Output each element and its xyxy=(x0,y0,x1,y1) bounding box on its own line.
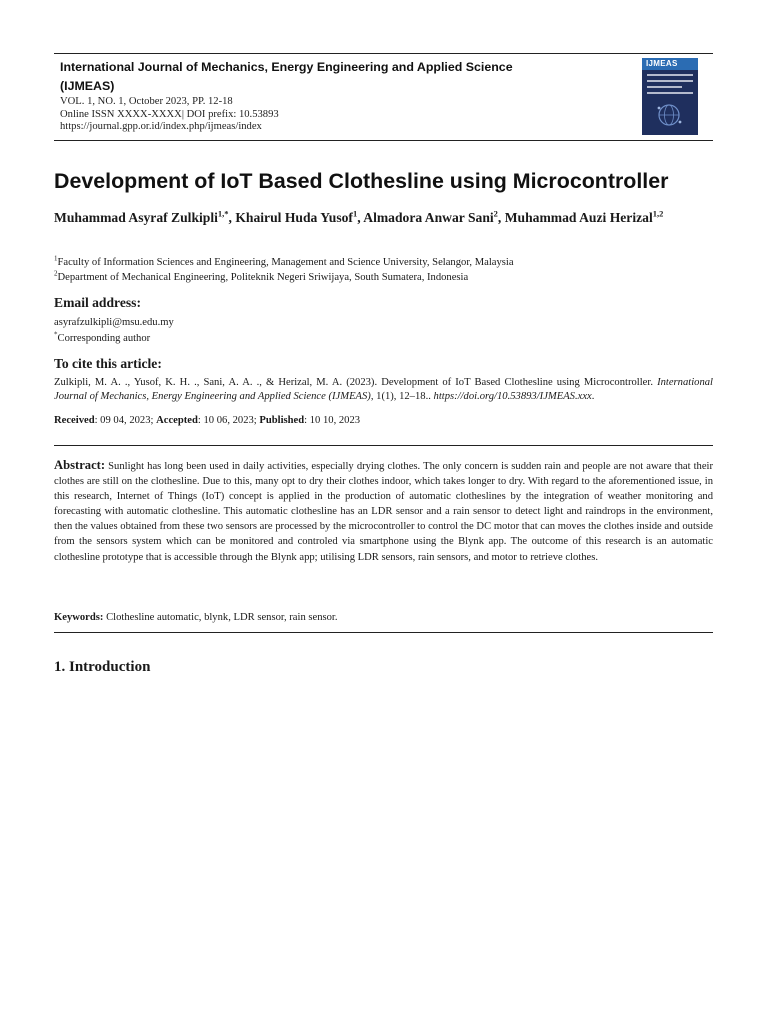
affiliation-number: 2 xyxy=(54,269,58,278)
volume-info: VOL. 1, NO. 1, October 2023, PP. 12-18 xyxy=(60,96,233,107)
abstract-top-rule xyxy=(54,445,713,446)
author-affiliation-mark: 1 xyxy=(352,208,358,219)
corresponding-author-note: *Corresponding author xyxy=(54,330,151,344)
cover-globe-icon xyxy=(652,102,686,128)
cite-heading: To cite this article: xyxy=(54,356,162,371)
affiliation xyxy=(54,271,713,284)
email-address[interactable]: asyrafzulkipli@msu.edu.my xyxy=(54,317,174,328)
top-rule xyxy=(54,53,713,54)
author-name: Muhammad Asyraf Zulkipli xyxy=(54,210,218,225)
author-name: Almadora Anwar Sani xyxy=(363,210,494,225)
author-affiliation-mark: 2 xyxy=(493,208,498,219)
abstract-label: Abstract: xyxy=(54,458,106,472)
header-rule xyxy=(54,140,713,141)
journal-cover-image xyxy=(642,58,698,135)
affiliation xyxy=(54,256,713,269)
author-name: Khairul Huda Yusof xyxy=(235,210,353,225)
affiliation-text: Department of Mechanical Engineering, Politeknik Negeri Sriwijaya, South Sumatera, Indonesia xyxy=(57,272,469,283)
section-heading-introduction: 1. Introduction xyxy=(54,659,151,675)
abstract-bottom-rule xyxy=(54,632,713,633)
journal-url: https://journal.gpp.or.id/index.php/ijmeas/index xyxy=(60,121,262,133)
citation-journal: International Journal of Mechanics, Energy Engineering and Applied Science (IJMEAS) xyxy=(54,377,713,403)
corresponding-mark: * xyxy=(54,330,58,339)
journal-abbreviation: (IJMEAS) xyxy=(60,79,115,93)
published-date: : 10 10, 2023 xyxy=(304,415,361,426)
journal-header xyxy=(60,58,620,134)
article-dates: Received: 09 04, 2023; Accepted: 10 06, 2023; Published: 10 10, 2023 xyxy=(54,415,361,426)
keywords xyxy=(54,611,338,624)
keywords-text: Clothesline automatic, blynk, LDR sensor, rain sensor. xyxy=(106,612,338,623)
journal-name: International Journal of Mechanics, Energy Engineering and Applied Science xyxy=(60,60,513,74)
received-date: : 09 04, 2023; xyxy=(94,415,157,426)
abstract xyxy=(54,458,713,565)
abstract-text: Sunlight has long been used in daily activities, especially drying clothes. The only concern is sudden rain and people are not aware that their clothes are still on the clothesline. Due to this, many opt to dry their clothes indoor, which takes longer to dry. With regard to the aforementioned issue, in this research, Internet of Things (IoT) concept is applied in the production of automatic clotheslines by the integration of weather monitoring and forecasting with automatic clothesline. This automatic clothesline has an LDR sensor and a rain sensor to detect light and raindrops in the environment, then the values obtained from these two sensors are processed by the microcontroller to control the DC motor that can moves the clothes inside and outside from the sensors system which can be monitored and controled via smartphone using the Blynk app. The outcome of this research is an automatic clothesline prototype that is accessible through the Blynk app; utilising LDR sensors, rain sensors, and motor to retrieve clothes. xyxy=(54,461,714,563)
citation-doi-link[interactable]: https://doi.org/10.53893/IJMEAS.xxx xyxy=(433,391,592,403)
accepted-date: : 10 06, 2023; xyxy=(197,415,260,426)
affiliation-number: 1 xyxy=(54,254,58,263)
paper-title: Development of IoT Based Clothesline using Microcontroller xyxy=(54,169,669,193)
author-list: Muhammad Asyraf Zulkipli$^{1,*}$, Khairul Huda Yusof$^1$, Almadora Anwar Sani$^2$, Muhammad Auzi Herizal$^{1,2}$ xyxy=(54,208,664,225)
keywords-label: Keywords: xyxy=(54,612,104,623)
email-heading: Email address: xyxy=(54,295,141,310)
author-affiliation-mark: 1,* xyxy=(217,208,229,219)
cover-label: IJMEAS xyxy=(642,58,698,70)
affiliation-text: Faculty of Information Sciences and Engineering, Management and Science University, Selangor, Malaysia xyxy=(57,257,514,268)
author-name: Muhammad Auzi Herizal xyxy=(504,210,653,225)
paper-page xyxy=(54,0,713,1024)
author-affiliation-mark: 1,2 xyxy=(652,208,664,219)
citation: Zulkipli, M. A. ., Yusof, K. H. ., Sani, A. A. ., & Herizal, M. A. (2023). Development of IoT Based Clothesline using Microcontroller. International Journal of Mechanics, Energy Engineering and Applied Science (IJMEAS), 1(1), 12–18.. https://doi.org/10.53893/IJMEAS.xxx. xyxy=(54,377,713,403)
issn-info: Online ISSN XXXX-XXXX| DOI prefix: 10.53893 xyxy=(60,108,279,120)
